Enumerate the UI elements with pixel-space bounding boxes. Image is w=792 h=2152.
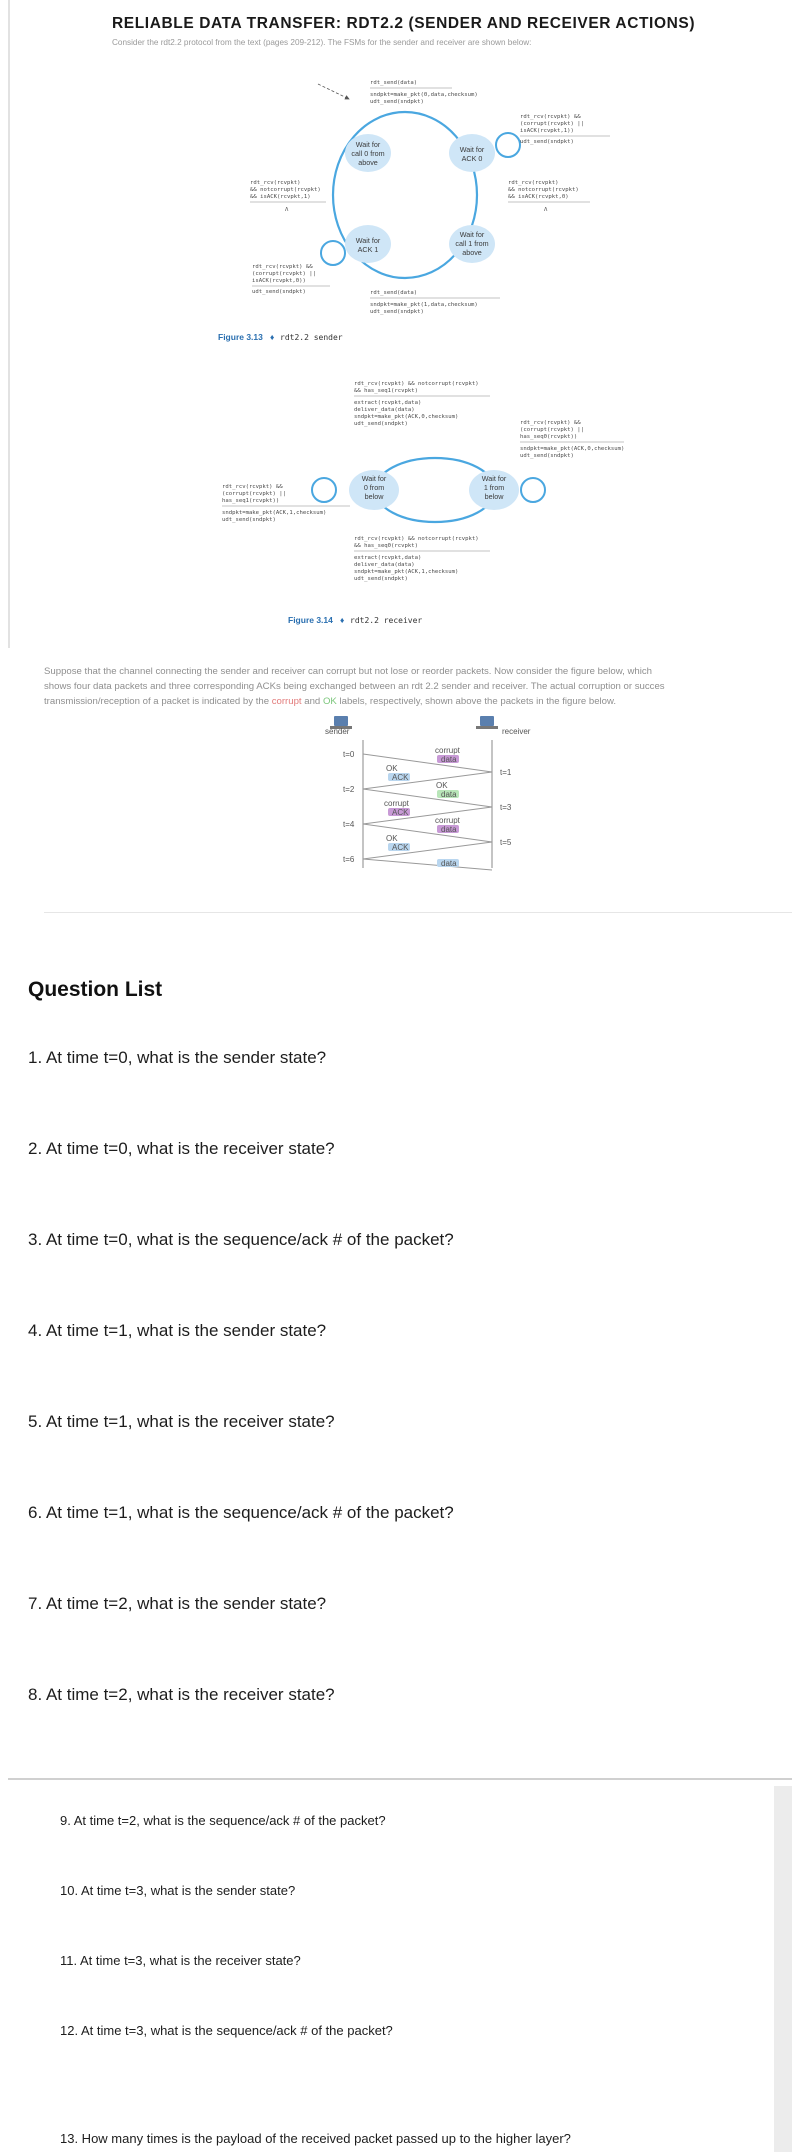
sender-left-bot-1: rdt_rcv(rcvpkt) && — [252, 264, 313, 270]
time-label-t6: t=6 — [343, 855, 355, 864]
sender-s0-l1: Wait for — [355, 140, 381, 149]
question-11: 11. At time t=3, what is the receiver state? — [60, 1953, 301, 1968]
receiver-left-1: rdt_rcv(rcvpkt) && — [222, 484, 283, 490]
scenario-line-2: shows four data packets and three corresponding ACKs being exchanged between an rdt 2.2 sender and receiver. The actual corruption or succes — [44, 681, 665, 692]
scenario-line-3b: and — [304, 696, 321, 707]
receiver-bot-2: && has_seq0(rcvpkt) — [354, 543, 418, 549]
question-8: 8. At time t=2, what is the receiver state? — [28, 1685, 335, 1704]
sender-left-mid-1: rdt_rcv(rcvpkt) — [250, 180, 301, 186]
packet-ack-1 — [363, 772, 492, 789]
sender-bottom-action-2: udt_send(sndpkt) — [370, 309, 424, 315]
status-corrupt-3: corrupt — [435, 816, 460, 825]
tag-ack-2-label: ACK — [392, 808, 409, 817]
status-corrupt-1: corrupt — [435, 746, 460, 755]
receiver-r1-l3: below — [484, 492, 504, 501]
receiver-top-1: rdt_rcv(rcvpkt) && notcorrupt(rcvpkt) — [354, 381, 479, 387]
sender-caption-label: Figure 3.13 — [218, 332, 263, 342]
receiver-r1-l1: Wait for — [481, 474, 507, 483]
sender-right-top-1: rdt_rcv(rcvpkt) && — [520, 114, 581, 120]
receiver-bot-3: extract(rcvpkt,data) — [354, 555, 422, 561]
receiver-top-5: sndpkt=make_pkt(ACK,0,checksum) — [354, 414, 459, 420]
sender-s0-l2: call 0 from — [351, 149, 385, 158]
sender-s1-l1: Wait for — [459, 145, 485, 154]
sender-left-mid-3: && isACK(rcvpkt,1) — [250, 194, 311, 200]
sender-s0-l3: above — [358, 158, 378, 167]
time-label-t3: t=3 — [500, 803, 512, 812]
tag-ack-2 — [388, 808, 410, 817]
question-list-title: Question List — [28, 978, 163, 1001]
question-3: 3. At time t=0, what is the sequence/ack # of the packet? — [28, 1230, 454, 1249]
packet-data-3 — [363, 824, 492, 842]
scenario-line-3a: transmission/reception of a packet is indicated by the — [44, 696, 270, 707]
tag-data-4-label: data — [441, 859, 457, 868]
receiver-r1-l2: 1 from — [483, 483, 505, 492]
receiver-bot-6: udt_send(sndpkt) — [354, 576, 408, 582]
time-label-t5: t=5 — [500, 838, 512, 847]
receiver-right-3: has_seq0(rcvpkt)) — [520, 434, 578, 440]
receiver-caption-label: Figure 3.14 — [288, 615, 333, 625]
sender-top-action-1: sndpkt=make_pkt(0,data,checksum) — [370, 92, 478, 98]
sender-left-bot-action: udt_send(sndpkt) — [252, 289, 306, 295]
receiver-right-4: sndpkt=make_pkt(ACK,0,checksum) — [520, 446, 625, 452]
sender-right-mid-1: rdt_rcv(rcvpkt) — [508, 180, 559, 186]
tag-ack-3-label: ACK — [392, 843, 409, 852]
receiver-r0-l2: 0 from — [363, 483, 385, 492]
time-label-t1: t=1 — [500, 768, 512, 777]
receiver-top-2: && has_seq1(rcvpkt) — [354, 388, 418, 394]
receiver-r0-l1: Wait for — [361, 474, 387, 483]
question-9: 9. At time t=2, what is the sequence/ack # of the packet? — [60, 1813, 386, 1828]
page-subtitle: Consider the rdt2.2 protocol from the text (pages 209-212). The FSMs for the sender and receiver are shown below: — [112, 38, 532, 47]
tag-data-3-label: data — [441, 825, 457, 834]
receiver-top-3: extract(rcvpkt,data) — [354, 400, 422, 406]
question-6: 6. At time t=1, what is the sequence/ack # of the packet? — [28, 1503, 454, 1522]
receiver-left-2: (corrupt(rcvpkt) || — [222, 491, 286, 497]
time-label-t2: t=2 — [343, 785, 355, 794]
sender-right-lambda: Λ — [544, 207, 548, 213]
receiver-right-2: (corrupt(rcvpkt) || — [520, 427, 584, 433]
sender-right-top-action: udt_send(sndpkt) — [520, 139, 574, 145]
receiver-right-1: rdt_rcv(rcvpkt) && — [520, 420, 581, 426]
question-13: 13. How many times is the payload of the received packet passed up to the higher layer? — [60, 2131, 571, 2146]
packet-data-2 — [363, 789, 492, 807]
packet-ack-3 — [363, 842, 492, 859]
question-1: 1. At time t=0, what is the sender state? — [28, 1048, 327, 1067]
question-12: 12. At time t=3, what is the sequence/ack # of the packet? — [60, 2023, 393, 2038]
status-corrupt-2: corrupt — [384, 799, 409, 808]
tag-data-1 — [437, 755, 459, 764]
sender-caption-text: rdt2.2 sender — [280, 333, 343, 342]
sender-right-mid-2: && notcorrupt(rcvpkt) — [508, 187, 579, 193]
packet-data-1 — [363, 754, 492, 772]
scenario-line-3c: labels, respectively, shown above the packets in the figure below. — [339, 696, 617, 707]
receiver-computer-icon — [476, 716, 498, 729]
sender-bottom-action-1: sndpkt=make_pkt(1,data,checksum) — [370, 302, 478, 308]
question-5: 5. At time t=1, what is the receiver state? — [28, 1412, 335, 1431]
question-7: 7. At time t=2, what is the sender state? — [28, 1594, 327, 1613]
sender-right-mid-3: && isACK(rcvpkt,0) — [508, 194, 569, 200]
status-ok-3: OK — [386, 834, 398, 843]
receiver-r0-l3: below — [364, 492, 384, 501]
timeline-receiver-label: receiver — [502, 727, 531, 736]
receiver-left-4: sndpkt=make_pkt(ACK,1,checksum) — [222, 510, 327, 516]
section-divider — [44, 912, 792, 913]
time-label-t0: t=0 — [343, 750, 355, 759]
question-10: 10. At time t=3, what is the sender state? — [60, 1883, 296, 1898]
sender-s1-l2: ACK 0 — [461, 154, 483, 163]
sender-s2-l2: ACK 1 — [357, 245, 379, 254]
timeline-svg — [0, 0, 792, 900]
receiver-left-5: udt_send(sndpkt) — [222, 517, 276, 523]
sender-bottom-event: rdt_send(data) — [370, 290, 418, 296]
tag-ack-1-label: ACK — [392, 773, 409, 782]
sender-s3-l2: call 1 from — [455, 239, 489, 248]
tag-ack-3 — [388, 843, 410, 852]
receiver-caption-bullet: ♦ — [340, 615, 345, 625]
tag-data-4 — [437, 859, 459, 868]
tag-data-2 — [437, 790, 459, 799]
question-2: 2. At time t=0, what is the receiver state? — [28, 1139, 335, 1158]
scrollbar-track[interactable] — [774, 1786, 792, 2152]
sender-s3-l3: above — [462, 248, 482, 257]
sender-right-top-2: (corrupt(rcvpkt) || — [520, 121, 584, 127]
sender-top-action-2: udt_send(sndpkt) — [370, 99, 424, 105]
tag-data-3 — [437, 825, 459, 834]
sender-s3-l1: Wait for — [459, 230, 485, 239]
packet-ack-2 — [363, 807, 492, 824]
page-divider — [8, 1778, 792, 1780]
time-label-t4: t=4 — [343, 820, 355, 829]
receiver-caption-text: rdt2.2 receiver — [350, 616, 423, 625]
receiver-top-6: udt_send(sndpkt) — [354, 421, 408, 427]
sender-top-event: rdt_send(data) — [370, 80, 418, 86]
receiver-right-5: udt_send(sndpkt) — [520, 453, 574, 459]
receiver-left-3: has_seq1(rcvpkt)) — [222, 498, 280, 504]
packet-data-4 — [363, 859, 492, 870]
receiver-bot-4: deliver_data(data) — [354, 562, 415, 568]
sender-left-lambda: Λ — [285, 207, 289, 213]
receiver-bot-5: sndpkt=make_pkt(ACK,1,checksum) — [354, 569, 459, 575]
scenario-ok-word: OK — [322, 696, 337, 707]
timeline-figure — [0, 0, 792, 900]
sender-s2-l1: Wait for — [355, 236, 381, 245]
tag-data-2-label: data — [441, 790, 457, 799]
sender-left-mid-2: && notcorrupt(rcvpkt) — [250, 187, 321, 193]
sender-right-top-3: isACK(rcvpkt,1)) — [520, 128, 574, 134]
scenario-line-1: Suppose that the channel connecting the sender and receiver can corrupt but not lose or reorder packets. Now consider the figure below, which — [44, 666, 652, 677]
scenario-corrupt-word: corrupt — [271, 696, 302, 707]
tag-ack-1 — [388, 773, 410, 782]
sender-left-bot-2: (corrupt(rcvpkt) || — [252, 271, 316, 277]
timeline-sender-label: sender — [325, 727, 350, 736]
status-ok-1: OK — [386, 764, 398, 773]
sender-caption-bullet: ♦ — [270, 332, 275, 342]
status-ok-2: OK — [436, 781, 448, 790]
tag-data-1-label: data — [441, 755, 457, 764]
page-title: RELIABLE DATA TRANSFER: RDT2.2 (SENDER AND RECEIVER ACTIONS) — [112, 15, 696, 32]
question-4: 4. At time t=1, what is the sender state? — [28, 1321, 327, 1340]
sender-left-bot-3: isACK(rcvpkt,0)) — [252, 278, 306, 284]
receiver-top-4: deliver_data(data) — [354, 407, 415, 413]
receiver-bot-1: rdt_rcv(rcvpkt) && notcorrupt(rcvpkt) — [354, 536, 479, 542]
